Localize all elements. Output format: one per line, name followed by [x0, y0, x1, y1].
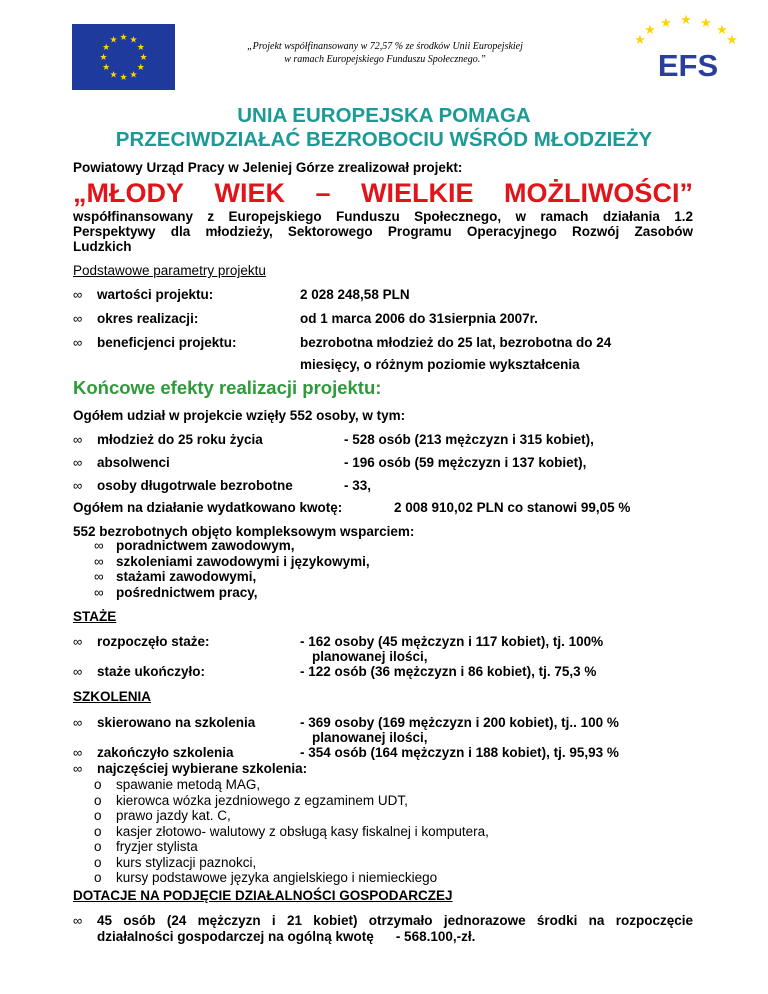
- svg-text:★: ★: [129, 35, 138, 46]
- dotacje-heading: DOTACJE NA PODJĘCIE DZIAŁALNOŚCI GOSPODARCZEJ: [73, 888, 453, 903]
- bullet-icon: ∞: [73, 664, 83, 679]
- param-value: 2 028 248,58 PLN: [300, 287, 410, 302]
- svg-text:★: ★: [109, 35, 118, 46]
- cofinancing-line: Perspektywy dla młodzieży, Sektorowego Programu Operacyjnego Rozwój Zasobów: [73, 224, 693, 239]
- szkolenia-heading: SZKOLENIA: [73, 689, 152, 704]
- circle-bullet-icon: o: [94, 839, 102, 854]
- list-item: [94, 538, 370, 554]
- list-item: [94, 569, 370, 585]
- svg-text:★: ★: [726, 33, 738, 48]
- bullet-icon: ∞: [94, 569, 104, 584]
- effects-total: Ogółem udział w projekcie wzięły 552 osoby, w tym:: [73, 408, 406, 423]
- param-label: okres realizacji:: [97, 311, 199, 326]
- circle-bullet-icon: o: [94, 777, 102, 792]
- support-item: szkoleniami zawodowymi i językowymi,: [116, 553, 370, 569]
- effect-value: - 33,: [344, 478, 372, 493]
- bullet-icon: ∞: [73, 432, 83, 447]
- list-item: [94, 808, 489, 824]
- course-item: prawo jazdy kat. C,: [116, 808, 231, 823]
- dotacje-amount: - 568.100,-zł.: [395, 929, 476, 944]
- bullet-icon: ∞: [73, 913, 83, 928]
- bullet-icon: ∞: [73, 335, 83, 350]
- szkolenia-value: [300, 715, 619, 745]
- param-label: beneficjenci projektu:: [97, 335, 237, 350]
- szkolenia-value-line: - 369 osoby (169 mężczyzn i 200 kobiet), tj.. 100 %: [300, 715, 619, 730]
- list-item: [94, 824, 489, 840]
- project-name-word: –: [315, 178, 331, 208]
- cofinancing-note-line2: w ramach Europejskiego Funduszu Społecznego.”: [284, 54, 486, 65]
- svg-text:★: ★: [634, 33, 646, 48]
- circle-bullet-icon: o: [94, 823, 102, 839]
- project-name-word: WIEK: [214, 178, 285, 208]
- dotacje-text: [97, 913, 693, 945]
- spent-value: 2 008 910,02 PLN co stanowi 99,05 %: [394, 500, 631, 515]
- svg-text:★: ★: [102, 63, 111, 73]
- list-item: [94, 585, 370, 601]
- bullet-icon: ∞: [73, 455, 83, 470]
- param-label: wartości projektu:: [97, 287, 214, 302]
- course-item: kurs stylizacji paznokci,: [116, 854, 257, 870]
- support-item: pośrednictwem pracy,: [116, 584, 258, 600]
- bullet-icon: ∞: [73, 745, 83, 760]
- bullet-icon: ∞: [73, 761, 83, 776]
- staze-label: rozpoczęło staże:: [97, 634, 210, 649]
- spent-label: Ogółem na działanie wydatkowano kwotę:: [73, 500, 343, 515]
- effect-value: - 528 osób (213 mężczyzn i 315 kobiet),: [344, 432, 594, 447]
- effect-label: osoby długotrwale bezrobotne: [97, 478, 293, 493]
- dotacje-line: 45 osób (24 mężczyzn i 21 kobiet) otrzymało jednorazowe środki na rozpoczęcie: [97, 913, 693, 928]
- bullet-icon: ∞: [73, 715, 83, 730]
- staze-value-line: planowanej ilości,: [312, 649, 428, 664]
- svg-text:★: ★: [136, 63, 145, 73]
- project-name-word: MOŻLIWOŚCI”: [503, 178, 693, 208]
- bullet-icon: ∞: [73, 634, 83, 649]
- bullet-icon: ∞: [73, 287, 83, 302]
- bullet-icon: ∞: [94, 553, 104, 569]
- svg-text:★: ★: [129, 70, 138, 81]
- support-item: poradnictwem zawodowym,: [116, 538, 295, 553]
- effect-label: młodzież do 25 roku życia: [97, 432, 263, 447]
- course-item: kierowca wózka jezdniowego z egzaminem UDT,: [116, 792, 408, 808]
- svg-text:★: ★: [716, 23, 728, 38]
- circle-bullet-icon: o: [94, 792, 102, 808]
- efs-logo: [632, 14, 742, 84]
- course-item: kursy podstawowe języka angielskiego i niemieckiego: [116, 870, 438, 885]
- list-item: [94, 554, 370, 570]
- staze-value-line: - 162 osoby (45 mężczyzn i 117 kobiet), tj. 100%: [300, 634, 604, 649]
- course-item: kasjer złotowo- walutowy z obsługą kasy fiskalnej i komputera,: [116, 823, 489, 839]
- svg-text:★: ★: [660, 16, 672, 31]
- page-title-line2: PRZECIWDZIAŁAĆ BEZROBOCIU WŚRÓD MŁODZIEŻY: [115, 128, 653, 151]
- efs-label: EFS: [657, 48, 719, 83]
- szkolenia-label: najczęściej wybierane szkolenia:: [97, 761, 308, 776]
- list-item: [94, 839, 489, 855]
- bullet-icon: ∞: [73, 478, 83, 493]
- course-item: spawanie metodą MAG,: [116, 777, 261, 792]
- cofinancing-note-line1: „Projekt współfinansowany w 72,57 % ze środków Unii Europejskiej: [247, 41, 523, 52]
- cofinancing-line: współfinansowany z Europejskiego Funduszu Społecznego, w ramach działania 1.2: [73, 209, 693, 224]
- svg-text:★: ★: [102, 43, 111, 53]
- support-item: stażami zawodowymi,: [116, 569, 257, 584]
- szkolenia-label: skierowano na szkolenia: [97, 715, 256, 730]
- efs-stars-icon: [632, 14, 742, 84]
- param-value: od 1 marca 2006 do 31sierpnia 2007r.: [300, 311, 538, 326]
- staze-label: staże ukończyło:: [97, 664, 206, 679]
- bullet-icon: ∞: [94, 538, 104, 553]
- list-item: [94, 870, 489, 886]
- svg-text:★: ★: [109, 70, 118, 81]
- svg-text:★: ★: [139, 53, 148, 63]
- svg-text:★: ★: [119, 73, 128, 83]
- list-item: [94, 777, 489, 793]
- project-name: [73, 178, 693, 208]
- course-item: fryzjer stylista: [116, 839, 198, 854]
- bullet-icon: ∞: [94, 584, 104, 600]
- param-value: bezrobotna młodzież do 25 lat, bezrobotna do 24: [300, 335, 612, 350]
- cofinancing-line: Ludzkich: [73, 239, 132, 254]
- szkolenia-label: zakończyło szkolenia: [97, 745, 234, 760]
- szkolenia-value: - 354 osób (164 mężczyzn i 188 kobiet), tj. 95,93 %: [300, 745, 619, 760]
- page-title-line1: UNIA EUROPEJSKA POMAGA: [237, 104, 531, 127]
- bullet-icon: ∞: [73, 311, 83, 326]
- eu-flag-logo: [72, 24, 175, 90]
- dotacje-line2-text: działalności gospodarczej na ogólną kwotę: [97, 929, 374, 944]
- cofinancing-text: [73, 209, 693, 254]
- project-name-word: „MŁODY: [73, 178, 184, 208]
- effects-heading: Końcowe efekty realizacji projektu:: [73, 377, 382, 398]
- effect-label: absolwenci: [97, 455, 170, 470]
- project-name-word: WIELKIE: [360, 178, 474, 208]
- staze-value: [300, 634, 603, 664]
- eu-stars-icon: [72, 24, 175, 90]
- support-intro: 552 bezrobotnych objęto kompleksowym wsparciem:: [73, 524, 415, 539]
- szkolenia-value-line: planowanej ilości,: [312, 730, 428, 745]
- cofinancing-note: [210, 40, 560, 66]
- svg-text:★: ★: [99, 53, 108, 63]
- dotacje-line: [97, 929, 693, 945]
- param-value: miesięcy, o różnym poziomie wykształcenia: [300, 357, 580, 372]
- svg-text:★: ★: [700, 16, 712, 31]
- staze-heading: STAŻE: [73, 609, 117, 624]
- list-item: [94, 855, 489, 871]
- support-list: [94, 538, 370, 600]
- list-item: [94, 793, 489, 809]
- svg-text:★: ★: [680, 14, 692, 28]
- params-heading: Podstawowe parametry projektu: [73, 263, 266, 278]
- staze-value: - 122 osób (36 mężczyzn i 86 kobiet), tj. 75,3 %: [300, 664, 597, 679]
- courses-list: [94, 777, 489, 886]
- svg-text:★: ★: [644, 23, 656, 38]
- circle-bullet-icon: o: [94, 870, 102, 885]
- svg-text:★: ★: [136, 43, 145, 53]
- effect-value: - 196 osób (59 mężczyzn i 137 kobiet),: [344, 455, 587, 470]
- svg-text:★: ★: [119, 33, 128, 43]
- circle-bullet-icon: o: [94, 854, 102, 870]
- circle-bullet-icon: o: [94, 808, 102, 823]
- intro-text: Powiatowy Urząd Pracy w Jeleniej Górze zrealizował projekt:: [73, 160, 463, 175]
